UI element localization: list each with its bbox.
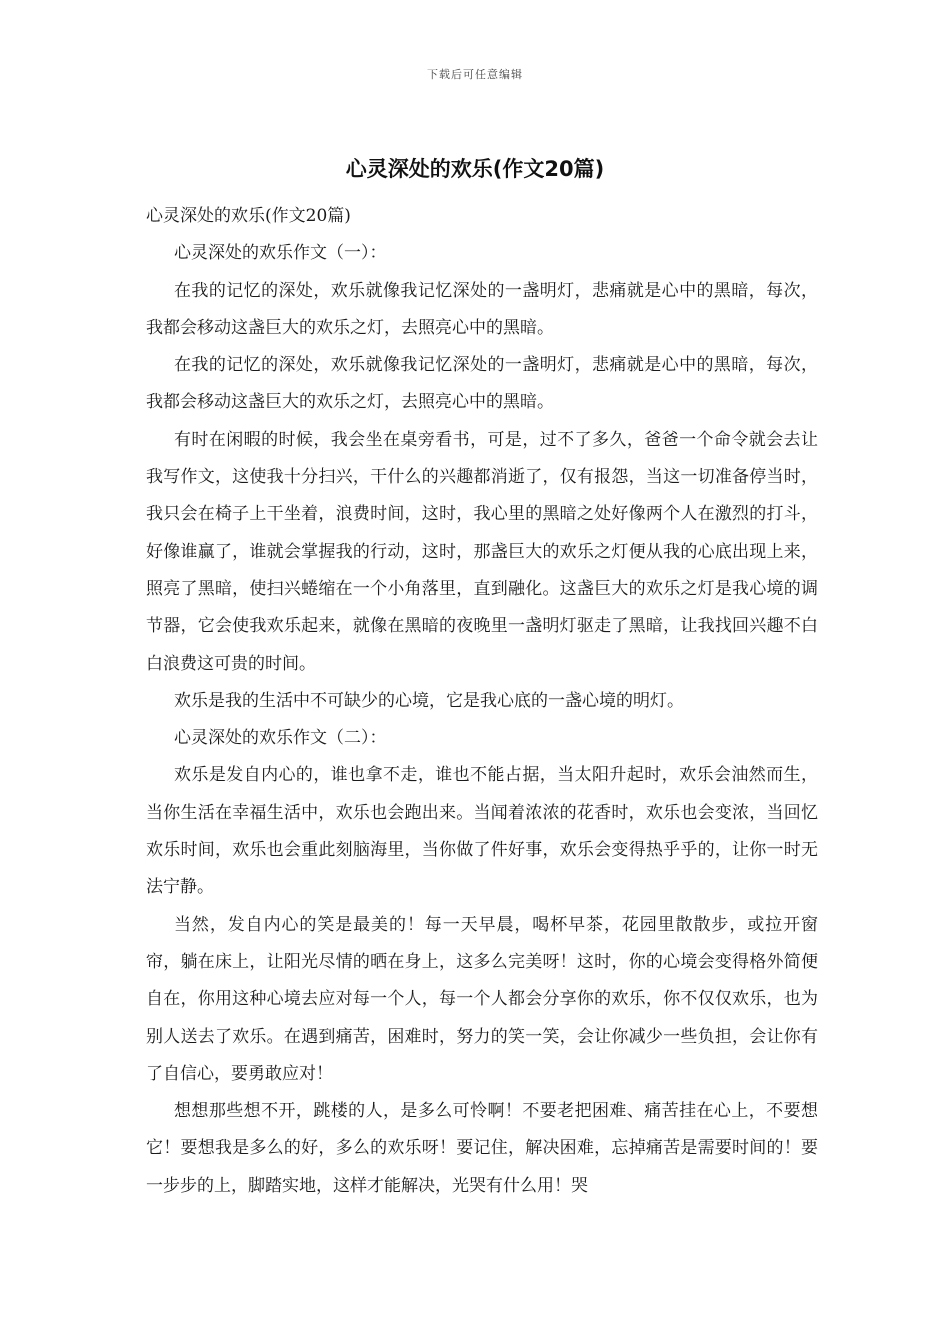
body-paragraph: 在我的记忆的深处，欢乐就像我记忆深处的一盏明灯，悲痛就是心中的黑暗，每次，我都会移动这盏巨大的欢乐之灯，去照亮心中的黑暗。 <box>146 280 818 338</box>
subtitle-paragraph: 心灵深处的欢乐(作文20篇) <box>146 206 351 226</box>
header-note: 下载后可任意编辑 <box>427 68 523 81</box>
section-heading-1: 心灵深处的欢乐作文（一）： <box>174 243 387 264</box>
body-paragraph: 当然，发自内心的笑是最美的！每一天早晨，喝杯早茶，花园里散散步，或拉开窗帘，躺在床上，让阳光尽情的晒在身上，这多么完美呀！这时，你的心境会变得格外简便自在，你用这种心境去应对每一个人，每一个人都会分享你的欢乐，你不仅仅欢乐，也为别人送去了欢乐。在遇到痛苦，困难时，努力的笑一笑，会让你减少一些负担，会让你有了自信心，要勇敢应对！ <box>146 914 818 1084</box>
body-paragraph: 在我的记忆的深处，欢乐就像我记忆深处的一盏明灯，悲痛就是心中的黑暗，每次，我都会移动这盏巨大的欢乐之灯，去照亮心中的黑暗。 <box>146 355 818 413</box>
body-paragraph: 有时在闲暇的时候，我会坐在桌旁看书，可是，过不了多久，爸爸一个命令就会去让我写作文，这使我十分扫兴，干什么的兴趣都消逝了，仅有报怨，当这一切准备停当时，我只会在椅子上干坐着，浪费时间，这时，我心里的黑暗之处好像两个人在激烈的打斗，好像谁赢了，谁就会掌握我的行动，这时，那盏巨大的欢乐之灯便从我的心底出现上来，照亮了黑暗，使扫兴蜷缩在一个小角落里，直到融化。这盏巨大的欢乐之灯是我心境的调节器，它会使我欢乐起来，就像在黑暗的夜晚里一盏明灯驱走了黑暗，让我找回兴趣不白白浪费这可贵的时间。 <box>146 429 818 674</box>
body-paragraph: 欢乐是发自内心的，谁也拿不走，谁也不能占据，当太阳升起时，欢乐会油然而生，当你生活在幸福生活中，欢乐也会跑出来。当闻着浓浓的花香时，欢乐也会变浓，当回忆欢乐时间，欢乐也会重此刻脑海里，当你做了件好事，欢乐会变得热乎乎的，让你一时无法宁静。 <box>146 765 818 898</box>
document-title: 心灵深处的欢乐(作文20篇) <box>345 157 605 181</box>
body-paragraph: 想想那些想不开，跳楼的人，是多么可怜啊！不要老把困难、痛苦挂在心上，不要想它！要想我是多么的好，多么的欢乐呀！要记住，解决困难，忘掉痛苦是需要时间的！要一步步的上，脚踏实地，这样才能解决，光哭有什么用！哭 <box>146 1101 818 1196</box>
section-heading-2: 心灵深处的欢乐作文（二）： <box>174 728 387 749</box>
document-body <box>146 198 818 1205</box>
body-paragraph: 欢乐是我的生活中不可缺少的心境，它是我心底的一盏心境的明灯。 <box>174 690 684 711</box>
